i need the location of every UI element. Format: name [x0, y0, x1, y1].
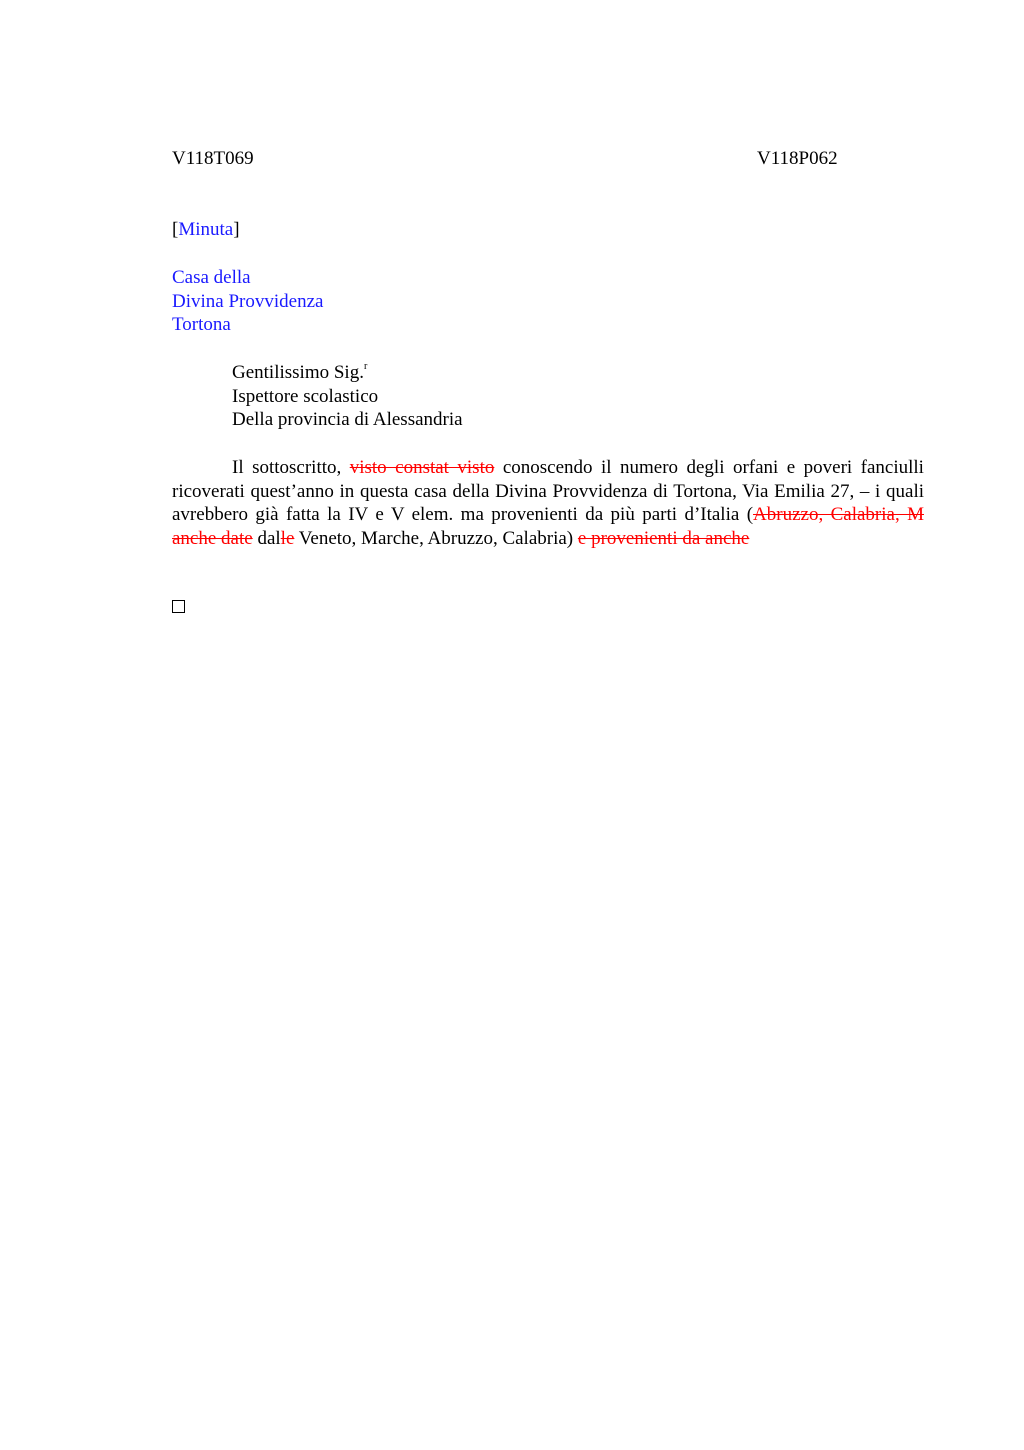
addressee-line-2: Ispettore scolastico — [232, 385, 379, 407]
addressee-salutation: Gentilissimo Sig. — [232, 362, 364, 383]
empty-square-icon — [172, 600, 185, 613]
deleted-text-4: e provenienti da anche — [577, 527, 750, 549]
open-bracket: [ — [172, 219, 179, 240]
deleted-text-3: le — [280, 527, 295, 549]
sender-line-2: Divina Provvidenza — [172, 290, 324, 312]
document-type-label — [172, 218, 240, 242]
addressee-superscript: r — [363, 361, 368, 372]
sender-line-3: Tortona — [172, 314, 231, 335]
body-text-2: conoscendo il numero degli orfani e poveri fanciulli ricoverati quest’anno in questa casa della Divina Provvidenza di Tortona, Via Emilia 27, – i quali avrebbero già fatta la IV e V elem. ma provenienti da più parti d’Italia ( — [172, 457, 924, 525]
document-code-left: V118T069 — [172, 148, 254, 169]
deleted-text-2: Abruzzo, Calabria, M anche date — [172, 504, 924, 549]
body-paragraph — [172, 456, 924, 550]
addressee-line-3: Della provincia di Alessandria — [232, 409, 463, 430]
deleted-text-1: visto constat visto — [349, 457, 495, 478]
document-type-text: Minuta — [178, 219, 234, 240]
addressee-line-1 — [232, 361, 463, 385]
body-text-1: Il sottoscritto, — [232, 457, 350, 478]
addressee-block — [232, 361, 463, 432]
sender-block — [172, 266, 323, 337]
sender-line-1: Casa della — [172, 267, 251, 288]
body-text-3: dal — [252, 527, 281, 549]
close-bracket: ] — [233, 219, 240, 240]
document-code-right: V118P062 — [757, 148, 838, 169]
body-text-4: Veneto, Marche, Abruzzo, Calabria) — [294, 527, 578, 549]
